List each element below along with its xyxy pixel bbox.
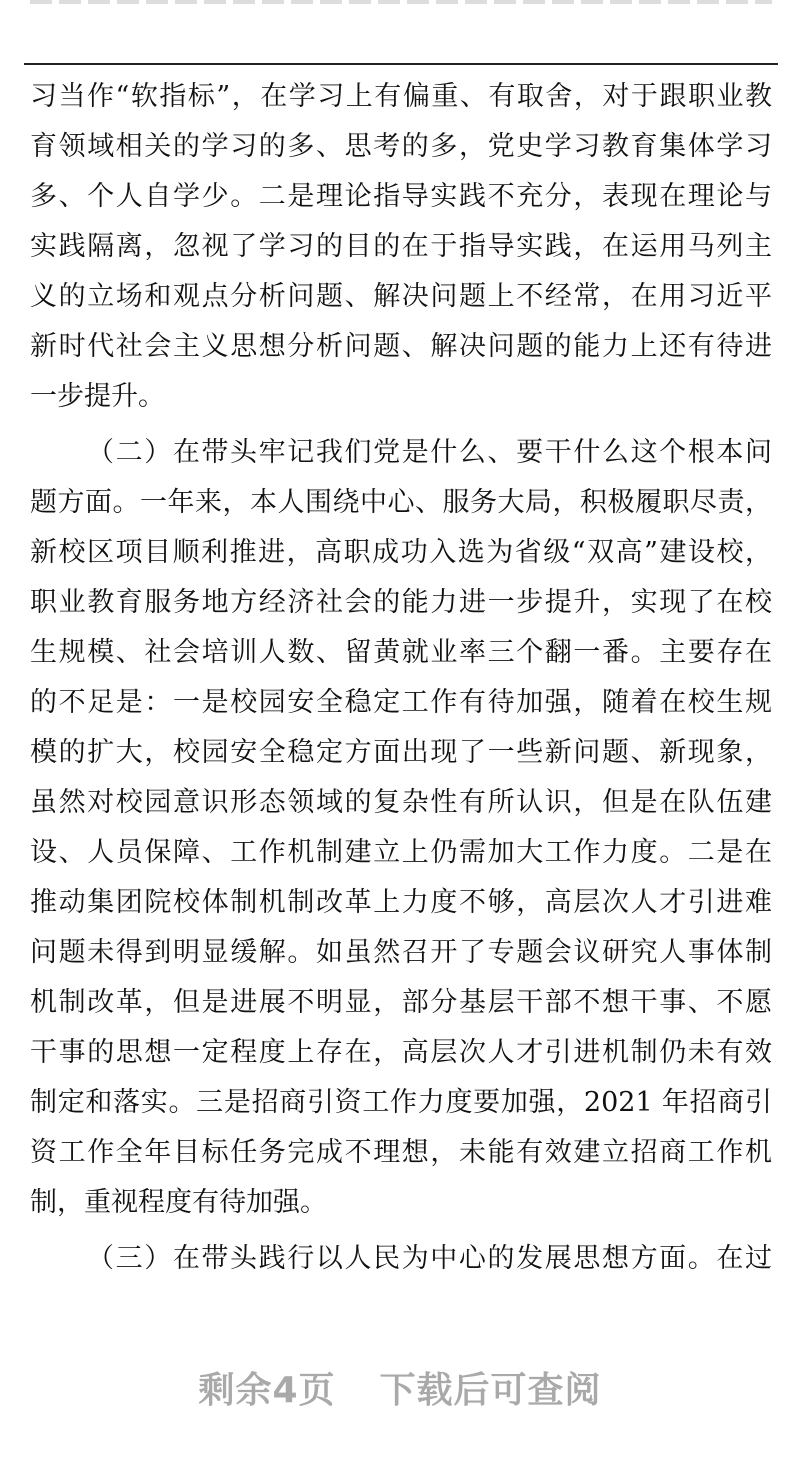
text-line: 制，重视程度有待加强。 xyxy=(30,1187,327,1218)
download-prompt[interactable] xyxy=(0,1362,800,1413)
text-line: 虽然对校园意识形态领域的复杂性有所认识，但是在队伍建 xyxy=(30,787,772,818)
cropped-previous-line xyxy=(30,0,772,4)
text-line: 推动集团院校体制机制改革上力度不够，高层次人才引进难 xyxy=(30,887,772,918)
text-line: 模的扩大，校园安全稳定方面出现了一些新问题、新现象， xyxy=(30,737,772,768)
text-line: （二）在带头牢记我们党是什么、要干什么这个根本问 xyxy=(87,437,772,468)
text-line: 新校区项目顺利推进，高职成功入选为省级“双高”建设校， xyxy=(30,537,772,568)
text-line: 生规模、社会培训人数、留黄就业率三个翻一番。主要存在 xyxy=(30,637,772,668)
paragraph xyxy=(30,428,772,1228)
text-line: 资工作全年目标任务完成不理想，未能有效建立招商工作机 xyxy=(30,1137,772,1168)
paragraph xyxy=(30,72,772,422)
text-line: 干事的思想一定程度上存在，高层次人才引进机制仍未有效 xyxy=(30,1037,772,1068)
text-line: 职业教育服务地方经济社会的能力进一步提升，实现了在校 xyxy=(30,587,772,618)
document-body xyxy=(30,72,772,1284)
text-line: 义的立场和观点分析问题、解决问题上不经常，在用习近平 xyxy=(30,281,772,312)
text-line: 制定和落实。三是招商引资工作力度要加强，2021 年招商引 xyxy=(30,1087,772,1118)
header-divider xyxy=(24,63,778,65)
text-line: 设、人员保障、工作机制建立上仍需加大工作力度。二是在 xyxy=(30,837,772,868)
text-line: 问题未得到明显缓解。如虽然召开了专题会议研究人事体制 xyxy=(30,937,772,968)
text-line: 新时代社会主义思想分析问题、解决问题的能力上还有待进 xyxy=(30,331,772,362)
text-line: 习当作“软指标”，在学习上有偏重、有取舍，对于跟职业教 xyxy=(30,81,772,112)
text-line: 机制改革，但是进展不明显，部分基层干部不想干事、不愿 xyxy=(30,987,772,1018)
text-line: 一步提升。 xyxy=(30,381,165,412)
remaining-pages-label: 剩余4页 xyxy=(198,1370,336,1411)
text-line: 实践隔离，忽视了学习的目的在于指导实践，在运用马列主 xyxy=(30,231,772,262)
text-line: 多、个人自学少。二是理论指导实践不充分，表现在理论与 xyxy=(30,181,772,212)
text-line: （三）在带头践行以人民为中心的发展思想方面。在过 xyxy=(87,1243,772,1274)
download-hint-label: 下载后可查阅 xyxy=(379,1370,602,1411)
text-line: 的不足是：一是校园安全稳定工作有待加强，随着在校生规 xyxy=(30,687,772,718)
paragraph xyxy=(30,1234,772,1284)
text-line: 题方面。一年来，本人围绕中心、服务大局，积极履职尽责， xyxy=(30,487,772,518)
text-line: 育领域相关的学习的多、思考的多，党史学习教育集体学习 xyxy=(30,131,772,162)
